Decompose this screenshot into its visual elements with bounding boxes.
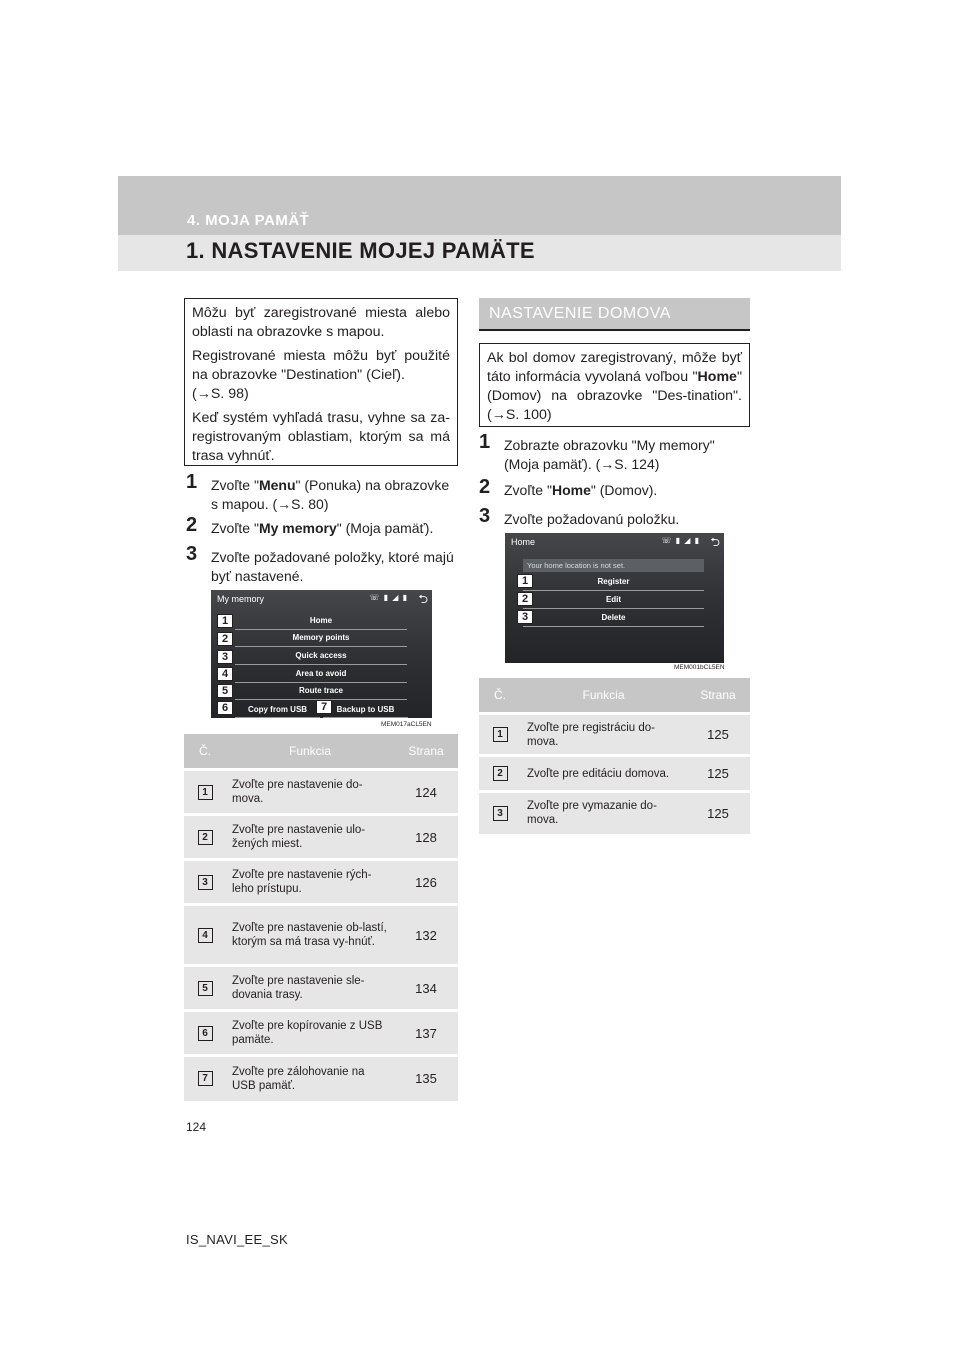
intro-paragraph bbox=[192, 347, 450, 404]
step-text: Zvoľte požadovanú položku. bbox=[504, 511, 680, 527]
status-icons: ☏ ▮ ◢ ▮ bbox=[369, 593, 408, 602]
row-number-badge: 6 bbox=[198, 1026, 213, 1041]
memory-points-button: Memory points bbox=[235, 633, 407, 647]
step-text: Zobrazte obrazovku "My memory" (Moja pamäť). (→S. 124) bbox=[504, 437, 715, 472]
intro-box bbox=[184, 298, 458, 466]
home-info-box: Ak bol domov zaregistrovaný, môže byť táto informácia vyvolaná voľbou "Home" (Domov) na obrazovke "Des-tination". (→S. 100) bbox=[479, 343, 750, 427]
function-cell: Zvoľte pre nastavenie ulo-žených miest. bbox=[226, 815, 394, 860]
function-cell: Zvoľte pre nastavenie rých-leho prístupu. bbox=[226, 860, 394, 905]
callout-badge: 2 bbox=[517, 592, 533, 606]
callout-badge: 3 bbox=[217, 650, 233, 664]
register-button: Register bbox=[523, 577, 704, 591]
back-icon: ⮌ bbox=[710, 535, 720, 549]
function-cell: Zvoľte pre nastavenie sle-dovania trasy. bbox=[226, 966, 394, 1011]
callout-badge: 1 bbox=[517, 574, 533, 588]
row-number-badge: 3 bbox=[493, 806, 508, 821]
table-row bbox=[184, 905, 458, 966]
step-number: 1 bbox=[479, 431, 491, 453]
copy-from-usb-button: Copy from USB bbox=[235, 705, 320, 718]
step-number: 2 bbox=[479, 476, 491, 498]
row-number-badge: 7 bbox=[198, 1071, 213, 1086]
table-row bbox=[184, 815, 458, 860]
table-row bbox=[184, 1011, 458, 1056]
step-3 bbox=[186, 543, 458, 588]
page-reference: (→S. 98) bbox=[192, 386, 249, 402]
row-number-badge: 5 bbox=[198, 981, 213, 996]
table-row bbox=[184, 1056, 458, 1101]
callout-badge: 7 bbox=[316, 700, 332, 714]
function-cell: Zvoľte pre zálohovanie na USB pamäť. bbox=[226, 1056, 394, 1101]
callout-badge: 5 bbox=[217, 684, 233, 698]
table-header: Strana bbox=[686, 678, 750, 714]
table-row bbox=[479, 756, 750, 792]
home-screenshot bbox=[505, 533, 724, 663]
page-cell: 124 bbox=[394, 770, 458, 815]
page-cell: 126 bbox=[394, 860, 458, 905]
step-1 bbox=[479, 431, 750, 476]
table-header: Funkcia bbox=[226, 734, 394, 770]
callout-badge: 3 bbox=[517, 610, 533, 624]
intro-text: Registrované miesta môžu byť použité na obrazovke "Destination" (Cieľ). bbox=[192, 348, 450, 383]
step-2 bbox=[479, 476, 750, 501]
backup-to-usb-button: Backup to USB bbox=[323, 705, 408, 718]
intro-paragraph: Keď systém vyhľadá trasu, vyhne sa za-registrovaným oblastiam, ktorým sa má trasa vyhnúť. bbox=[192, 410, 450, 464]
function-cell: Zvoľte pre kopírovanie z USB pamäte. bbox=[226, 1011, 394, 1056]
page-cell: 134 bbox=[394, 966, 458, 1011]
callout-badge: 2 bbox=[217, 632, 233, 646]
callout-badge: 6 bbox=[217, 701, 233, 715]
figure-code: MEM017aCL5EN bbox=[381, 721, 432, 728]
page-title: 1. NASTAVENIE MOJEJ PAMÄTE bbox=[186, 238, 535, 263]
table-header: Strana bbox=[394, 734, 458, 770]
quick-access-button: Quick access bbox=[235, 651, 407, 665]
subheading: NASTAVENIE DOMOVA bbox=[479, 298, 750, 331]
row-number-badge: 3 bbox=[198, 875, 213, 890]
page-cell: 135 bbox=[394, 1056, 458, 1101]
home-button: Home bbox=[235, 616, 407, 630]
function-table-right bbox=[479, 678, 750, 834]
row-number-badge: 1 bbox=[198, 785, 213, 800]
notice-text: Your home location is not set. bbox=[523, 559, 704, 572]
table-header: Č. bbox=[184, 734, 226, 770]
page-cell: 125 bbox=[686, 714, 750, 756]
step-text: Zvoľte "Home" (Domov). bbox=[504, 482, 658, 498]
table-row bbox=[184, 860, 458, 905]
step-1 bbox=[186, 471, 458, 516]
step-3 bbox=[479, 505, 750, 530]
document-code: IS_NAVI_EE_SK bbox=[186, 1232, 288, 1247]
edit-button: Edit bbox=[523, 595, 704, 609]
page-cell: 128 bbox=[394, 815, 458, 860]
table-row bbox=[479, 792, 750, 834]
back-icon: ⮌ bbox=[418, 592, 428, 606]
page-number: 124 bbox=[186, 1120, 207, 1134]
row-number-badge: 4 bbox=[198, 928, 213, 943]
table-header: Č. bbox=[479, 678, 521, 714]
table-row bbox=[479, 714, 750, 756]
page-cell: 125 bbox=[686, 792, 750, 834]
subheading-rule bbox=[479, 329, 750, 331]
step-number: 3 bbox=[186, 543, 198, 565]
figure-code: MEM001bCL5EN bbox=[674, 664, 725, 671]
step-number: 2 bbox=[186, 514, 198, 536]
function-cell: Zvoľte pre vymazanie do-mova. bbox=[521, 792, 686, 834]
page-cell: 137 bbox=[394, 1011, 458, 1056]
step-2 bbox=[186, 514, 458, 539]
step-number: 1 bbox=[186, 471, 198, 493]
delete-button: Delete bbox=[523, 613, 704, 627]
callout-badge: 1 bbox=[217, 614, 233, 628]
area-to-avoid-button: Area to avoid bbox=[235, 669, 407, 683]
function-cell: Zvoľte pre nastavenie do-mova. bbox=[226, 770, 394, 815]
route-trace-button: Route trace bbox=[235, 686, 407, 700]
screen-title: My memory bbox=[217, 594, 264, 604]
table-row bbox=[184, 770, 458, 815]
page-cell: 132 bbox=[394, 905, 458, 966]
step-text: Zvoľte "My memory" (Moja pamäť). bbox=[211, 520, 434, 536]
my-memory-screenshot bbox=[211, 590, 432, 718]
step-text: Zvoľte "Menu" (Ponuka) na obrazovke s mapou. (→S. 80) bbox=[211, 477, 450, 512]
step-number: 3 bbox=[479, 505, 491, 527]
row-number-badge: 1 bbox=[493, 727, 508, 742]
screen-title: Home bbox=[511, 537, 536, 547]
function-cell: Zvoľte pre registráciu do-mova. bbox=[521, 714, 686, 756]
function-cell: Zvoľte pre editáciu domova. bbox=[521, 756, 686, 792]
row-number-badge: 2 bbox=[493, 766, 508, 781]
row-number-badge: 2 bbox=[198, 830, 213, 845]
status-icons: ☏ ▮ ◢ ▮ bbox=[661, 536, 700, 545]
intro-paragraph: Môžu byť zaregistrované miesta alebo oblasti na obrazovke s mapou. bbox=[192, 305, 450, 340]
function-cell: Zvoľte pre nastavenie ob-lastí, ktorým sa má trasa vy-hnúť. bbox=[226, 905, 394, 966]
table-header: Funkcia bbox=[521, 678, 686, 714]
step-text: Zvoľte požadované položky, ktoré majú byť nastavené. bbox=[211, 549, 454, 584]
page-cell: 125 bbox=[686, 756, 750, 792]
callout-badge: 4 bbox=[217, 667, 233, 681]
function-table-left bbox=[184, 734, 458, 1101]
section-label: 4. MOJA PAMÄŤ bbox=[187, 212, 310, 229]
table-row bbox=[184, 966, 458, 1011]
